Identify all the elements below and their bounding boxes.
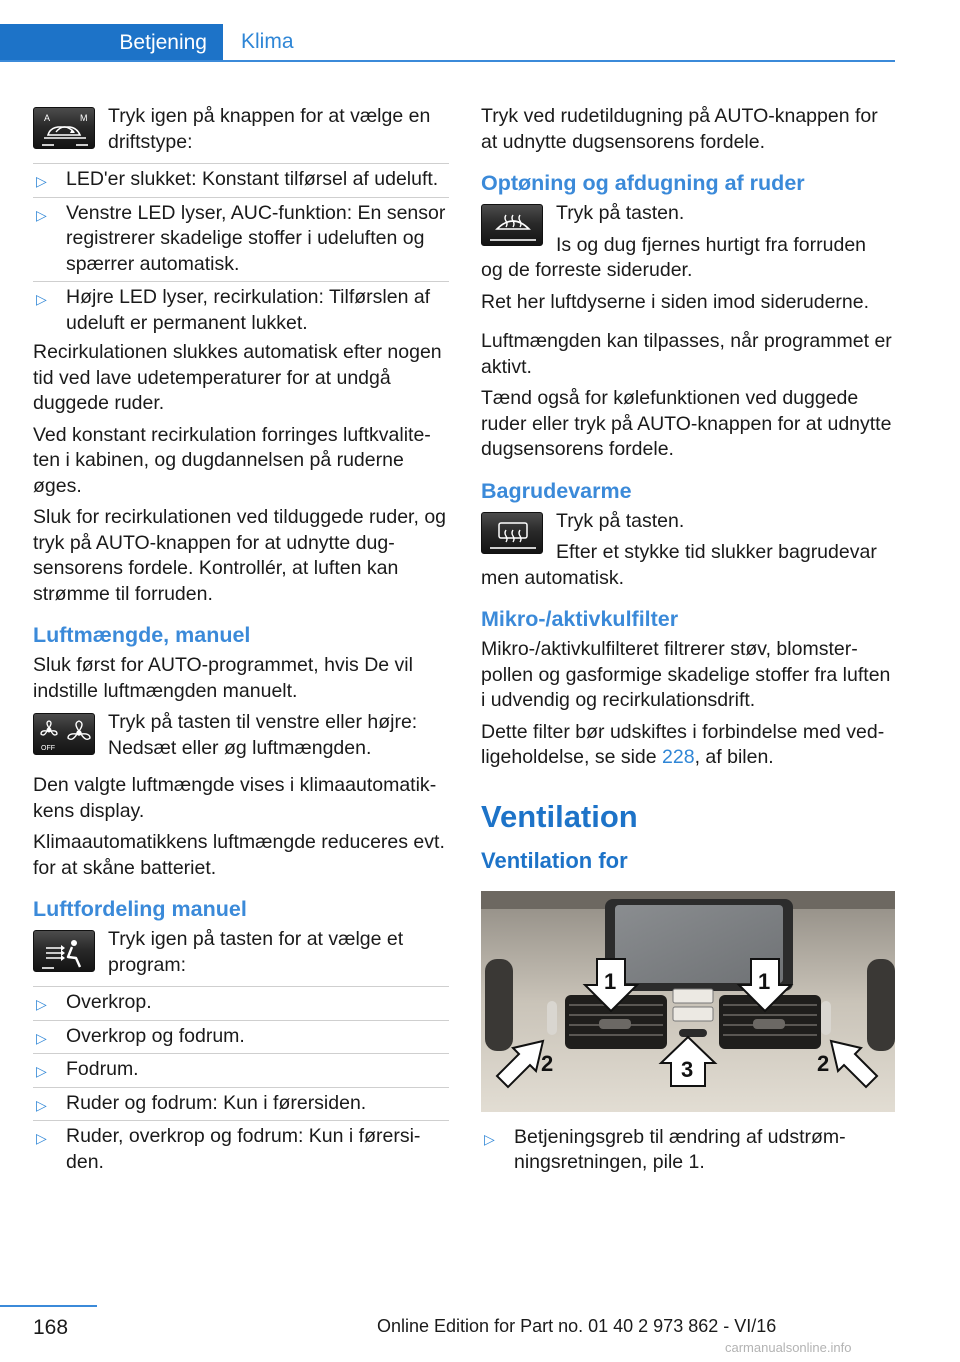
section-heading-luftmaengde: Luftmængde, manuel [33, 623, 251, 647]
list-item: ▷ Højre LED lyser, recirkulation: Tilførslen af udeluft er permanent lukket. [36, 286, 431, 334]
fan-speed-row [33, 710, 449, 761]
paragraph: Sluk først for AUTO-programmet, hvis De vil indstille luftmængden manuelt. [33, 654, 413, 702]
fan-speed-text: Tryk på tasten til venstre eller højre: Nedsæt eller øg luftmængden. [108, 711, 418, 759]
recirc-intro-row [33, 104, 449, 155]
defrost-row [481, 201, 895, 258]
triangle-bullet-icon: ▷ [36, 1063, 47, 1079]
paragraph: Klimaautomatikkens luftmængde reduceres evt. for at skåne batteriet. [33, 831, 445, 879]
triangle-bullet-icon: ▷ [36, 1096, 47, 1113]
paragraph: Ret her luftdyserne i siden imod sideruderne. [481, 290, 870, 313]
ventilation-list [481, 1122, 895, 1180]
defrost-text-2: Is og dug fjernes hurtigt fra forruden [556, 233, 867, 256]
tab-betjening[interactable]: Betjening [0, 24, 223, 62]
air-distribution-text: Tryk igen på tasten for at vælge et program: [108, 928, 404, 976]
paragraph: Tænd også for kølefunktionen ved duggede ruder eller tryk på AUTO-knappen for at udnytte dugsensorens fordele. [481, 387, 892, 460]
paragraph: Sluk for recirkulationen ved tilduggede ruder, og tryk på AUTO-knappen for at udnytte dugsensorens fordele. Kontrollér, at luften kan strømme til forruden. [33, 506, 447, 605]
rear-defrost-row [481, 509, 895, 566]
paragraph: Recirkulationen slukkes automatisk efter nogen tid ved lave udetemperaturer for at undgå duggede ruder. [33, 341, 442, 414]
windshield-defrost-button-icon [481, 204, 543, 246]
paragraph: Den valgte luftmængde vises i klimaautomatikkens display. [33, 774, 437, 822]
subheading-ventilation-for: Ventilation for [481, 847, 628, 873]
tab-klima[interactable]: Klima [241, 30, 294, 53]
paragraph: Dette filter bør udskiftes i forbindelse med vedligeholdelse, se side 228, af bilen. [481, 720, 885, 768]
fan-speed-button-icon [33, 713, 95, 755]
air-distribution-row [33, 927, 449, 978]
section-heading-optoning: Optøning og afdugning af ruder [481, 171, 805, 195]
arrow-label-3: 3 [681, 1056, 694, 1082]
recirc-mode-list [33, 163, 449, 340]
watermark: carmanualsonline.info [725, 1340, 852, 1355]
air-distribution-button-icon [33, 930, 95, 972]
rear-defrost-text-1: Tryk på tasten. [556, 509, 685, 532]
list-item: ▷ Ruder og fodrum: Kun i førersiden. [33, 1088, 449, 1122]
paragraph: og de forreste sideruder. [481, 259, 693, 281]
triangle-bullet-icon: ▷ [36, 291, 47, 307]
rear-defrost-text-2: Efter et stykke tid slukker bagrudevar [556, 541, 877, 563]
right-column [481, 104, 895, 1180]
list-item: ▷ Betjeningsgreb til ændring af udstrømningsretningen, pile 1. [484, 1125, 846, 1173]
footer-rule [0, 1305, 97, 1307]
triangle-bullet-icon: ▷ [36, 206, 47, 223]
chapter-tabs [0, 24, 895, 62]
arrow-label-2-right: 2 [817, 1050, 830, 1076]
arrow-label-1-right: 1 [758, 968, 771, 994]
rear-window-defrost-button-icon [481, 512, 543, 554]
defrost-text-1: Tryk på tasten. [556, 202, 685, 224]
air-distribution-list [33, 986, 449, 1179]
triangle-bullet-icon: ▷ [484, 1130, 495, 1147]
list-item: ▷ Overkrop. [33, 987, 449, 1021]
list-item: ▷ LED'er slukket: Konstant tilførsel af udeluft. [33, 164, 449, 198]
page-number: 168 [33, 1316, 69, 1339]
edition-line: Online Edition for Part no. 01 40 2 973 862 - VI/16 [377, 1316, 777, 1336]
chapter-heading-ventilation: Ventilation [481, 798, 638, 834]
triangle-bullet-icon: ▷ [36, 1130, 47, 1146]
paragraph: Mikro-/aktivkulfilteret filtrerer støv, blomsterpollen og gasformige skadelige stoffer fra luften i udvendig og recirkulationsdrift. [481, 638, 891, 711]
section-heading-mikrofilter: Mikro-/aktivkulfilter [481, 607, 679, 631]
recirc-letter-m: M [80, 113, 88, 123]
triangle-bullet-icon: ▷ [36, 173, 47, 189]
paragraph: Luftmængden kan tilpasses, når programmet er aktivt. [481, 330, 892, 378]
paragraph: Ved konstant recirkulation forringes luftkvaliteten i kabinen, og dugdannelsen på ruderne øges. [33, 423, 431, 497]
triangle-bullet-icon: ▷ [36, 996, 47, 1012]
list-item: ▷ Overkrop og fodrum. [33, 1021, 449, 1055]
left-column [33, 104, 449, 1179]
section-heading-bagrudevarme: Bagrudevarme [481, 478, 632, 503]
recirculation-button-icon [33, 107, 95, 149]
triangle-bullet-icon: ▷ [36, 1029, 47, 1046]
fan-off-label: OFF [41, 745, 55, 752]
section-heading-luftfordeling: Luftfordeling manuel [33, 897, 247, 921]
page-reference-link[interactable]: 228 [662, 746, 695, 768]
arrow-label-1-left: 1 [604, 968, 617, 994]
header-rule [0, 60, 895, 62]
paragraph: men automatisk. [481, 566, 625, 589]
list-item: ▷ Venstre LED lyser, AUC-funktion: En sensor registrerer skadelige stoffer i udeluften og spærrer automatisk. [33, 198, 449, 283]
list-item: ▷ Fodrum. [33, 1054, 449, 1088]
dashboard-vents-photo [481, 891, 895, 1112]
arrow-label-2-left: 2 [541, 1050, 554, 1076]
list-item: ▷ Ruder, overkrop og fodrum: Kun i førersiden. [36, 1125, 421, 1173]
recirc-intro-text: Tryk igen på knappen for at vælge en driftstype: [108, 105, 431, 153]
paragraph: Tryk ved rudetildugning på AUTO-knappen for at udnytte dugsensorens fordele. [481, 105, 878, 153]
recirc-letter-a: A [44, 113, 51, 123]
